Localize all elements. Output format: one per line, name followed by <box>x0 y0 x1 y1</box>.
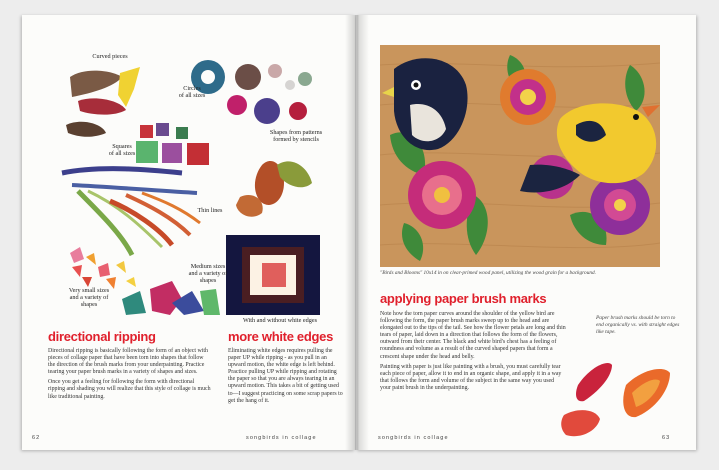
section-applying-paper-brush-marks <box>380 311 566 395</box>
right-page <box>356 15 696 450</box>
label-curved-pieces: Curved pieces <box>92 53 128 60</box>
label-white-edges: With and without white edges <box>243 317 317 324</box>
paragraph: Eliminating white edges requires pulling the paper UP while ripping - as you pull in an upward motion, the white edge is left behind. Practice pulling UP while ripping and rotating the paper so that you are always tearing in an upward motion. This takes a bit of getting used to—I suggest practicing on some scrap papers to get the hang of it. <box>228 348 343 404</box>
heading-more-white-edges: more white edges <box>228 329 334 344</box>
label-thin-lines: Thin lines <box>197 207 223 214</box>
left-page <box>22 15 355 450</box>
paragraph: Once you get a feeling for following the form with directional ripping and shading you will realize that this style of collage is much like traditional painting. <box>48 379 211 400</box>
heading-applying-paper-brush-marks: applying paper brush marks <box>380 291 547 306</box>
label-stencils: Shapes from patterns formed by stencils <box>269 129 323 143</box>
paper-brush-mark-samples <box>556 345 686 445</box>
artwork-caption: "Birds and Blooms" 10x14 in on clear-primed wood panel, utilizing the wood grain for a background. <box>380 270 596 276</box>
paragraph: Painting with paper is just like painting with a brush, you must carefully tear each piece of paper, allow it to end in an organic shape, and apply it in a way that follows the form and volume of the subject in the same way you used your paint brush in the underpainting. <box>380 363 562 391</box>
paragraph: Note how the torn paper curves around the shoulder of the yellow bird are following the form, the paper brush marks sweep up to the head and are elongated out to the tips of the tail. See how the flower petals are long and thin tears of paper, laid down in a direction that follows the form of the flowers, outward from their center. The black and white bird's chest has a feeling of roundness and volume as a result of the curved shaped papers that form a crescent shape under the head and belly. <box>380 311 566 360</box>
page-number-left: 62 <box>32 435 41 441</box>
label-circles: Circles of all sizes <box>178 85 206 99</box>
heading-directional-ripping: directional ripping <box>48 329 156 344</box>
section-more-white-edges <box>228 348 344 408</box>
sidenote: Paper brush marks should be torn to end organically vs. with straight edges like tape. <box>596 315 680 335</box>
birds-and-blooms-artwork <box>380 45 660 267</box>
page-number-right: 63 <box>662 435 671 441</box>
label-squares: Squares of all sizes <box>108 143 136 157</box>
label-small-sizes: Very small sizes and a variety of shapes <box>68 287 110 308</box>
paragraph: Directional ripping is basically following the form of an object with pieces of collage paper that have been torn into shapes that follow the direction of the brush marks from your underpainting. Practice tearing your paper brush marks in a variety of shapes and sizes. <box>48 348 208 376</box>
section-directional-ripping <box>48 348 212 404</box>
label-medium-sizes: Medium sizes and a variety of shapes <box>188 263 228 284</box>
running-title-left: songbirds in collage <box>246 435 317 441</box>
running-title-right: songbirds in collage <box>378 435 449 441</box>
